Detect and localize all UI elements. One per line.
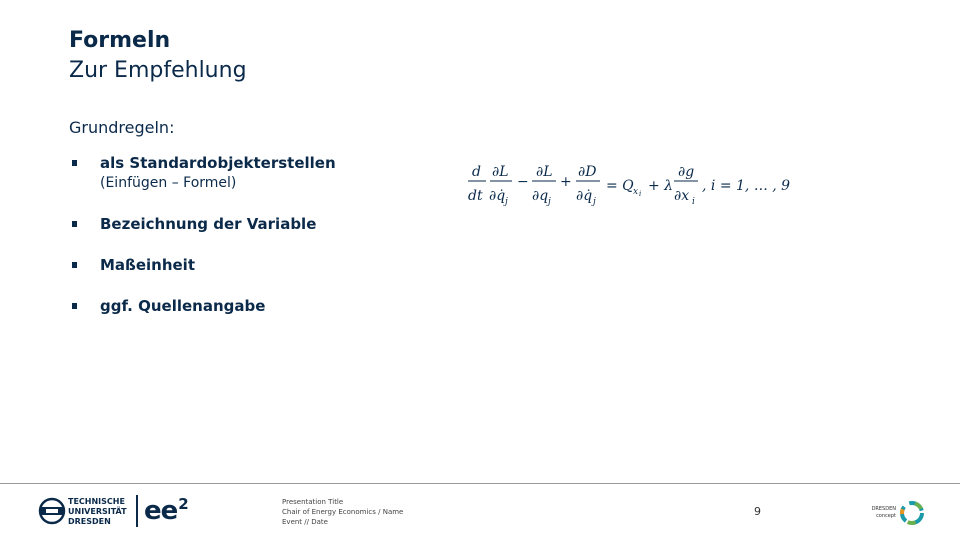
footer-divider [0,483,960,484]
lagrange-formula[interactable] [462,158,802,214]
formula-sub-xi: x [633,187,639,197]
tu-line-2: UNIVERSITÄT [68,507,127,516]
formula-sub-i: i [639,190,642,198]
dresden-concept-ring-icon [898,499,926,527]
bullet-text: als Standardobjekterstellen [100,154,336,172]
formula-minus: − [517,174,529,190]
formula-dL: ∂L [492,164,509,180]
intro-text: Grundregeln: [69,118,175,137]
formula-eq: = Q [606,178,634,194]
ee2-logo-text: ee [144,496,178,526]
formula-sub-j: j [505,197,508,207]
formula-dqdot2: ∂q̇ [576,188,593,204]
bullet-note: (Einfügen – Formel) [100,175,237,191]
chair-name: Chair of Energy Economics / Name [282,508,404,516]
formula-dqdot: ∂q̇ [489,188,506,204]
formula-d: d [472,164,481,180]
bullet-text: Maßeinheit [100,256,195,274]
bullet-marker [72,160,77,166]
tu-line-1: TECHNISCHE [68,497,125,506]
dc-line-1: DRESDEN [871,506,896,512]
bullet-marker [72,262,77,268]
formula-dq: ∂q [532,188,549,204]
formula-sub-i2: i [692,197,695,207]
formula-dx: ∂x [674,188,690,204]
dresden-concept-wordmark [862,506,896,520]
formula-graphic [462,158,802,214]
tu-line-3: DRESDEN [68,517,111,526]
formula-sub-j2: j [548,197,551,207]
footer-meta [282,497,403,527]
formula-sub-j3: j [593,197,596,207]
formula-dL2: ∂L [536,164,553,180]
presentation-title: Presentation Title [282,498,344,506]
logo-divider [136,495,138,527]
tu-dresden-logo [38,496,132,528]
formula-dt: dt [468,188,483,204]
formula-plus: + [560,174,572,190]
slide-subtitle: Zur Empfehlung [69,58,247,83]
dresden-concept-logo [862,497,926,529]
ee2-logo-sup: 2 [178,495,188,513]
page-number: 9 [754,505,761,518]
bullet-text: ggf. Quellenangabe [100,297,266,315]
bullet-marker [72,221,77,227]
dc-line-2: concept [876,513,896,519]
tu-dresden-wordmark [68,497,127,527]
tu-dresden-mark-icon [38,496,66,526]
formula-lambda: + λ [648,178,674,194]
formula-tail: , i = 1, … , 9 [702,178,791,194]
bullet-text: Bezeichnung der Variable [100,215,317,233]
slide-title: Formeln [69,28,171,53]
event-date: Event // Date [282,518,328,526]
formula-dD: ∂D [578,164,597,180]
formula-dg: ∂g [678,164,695,180]
bullet-marker [72,303,77,309]
ee2-logo [144,495,188,526]
